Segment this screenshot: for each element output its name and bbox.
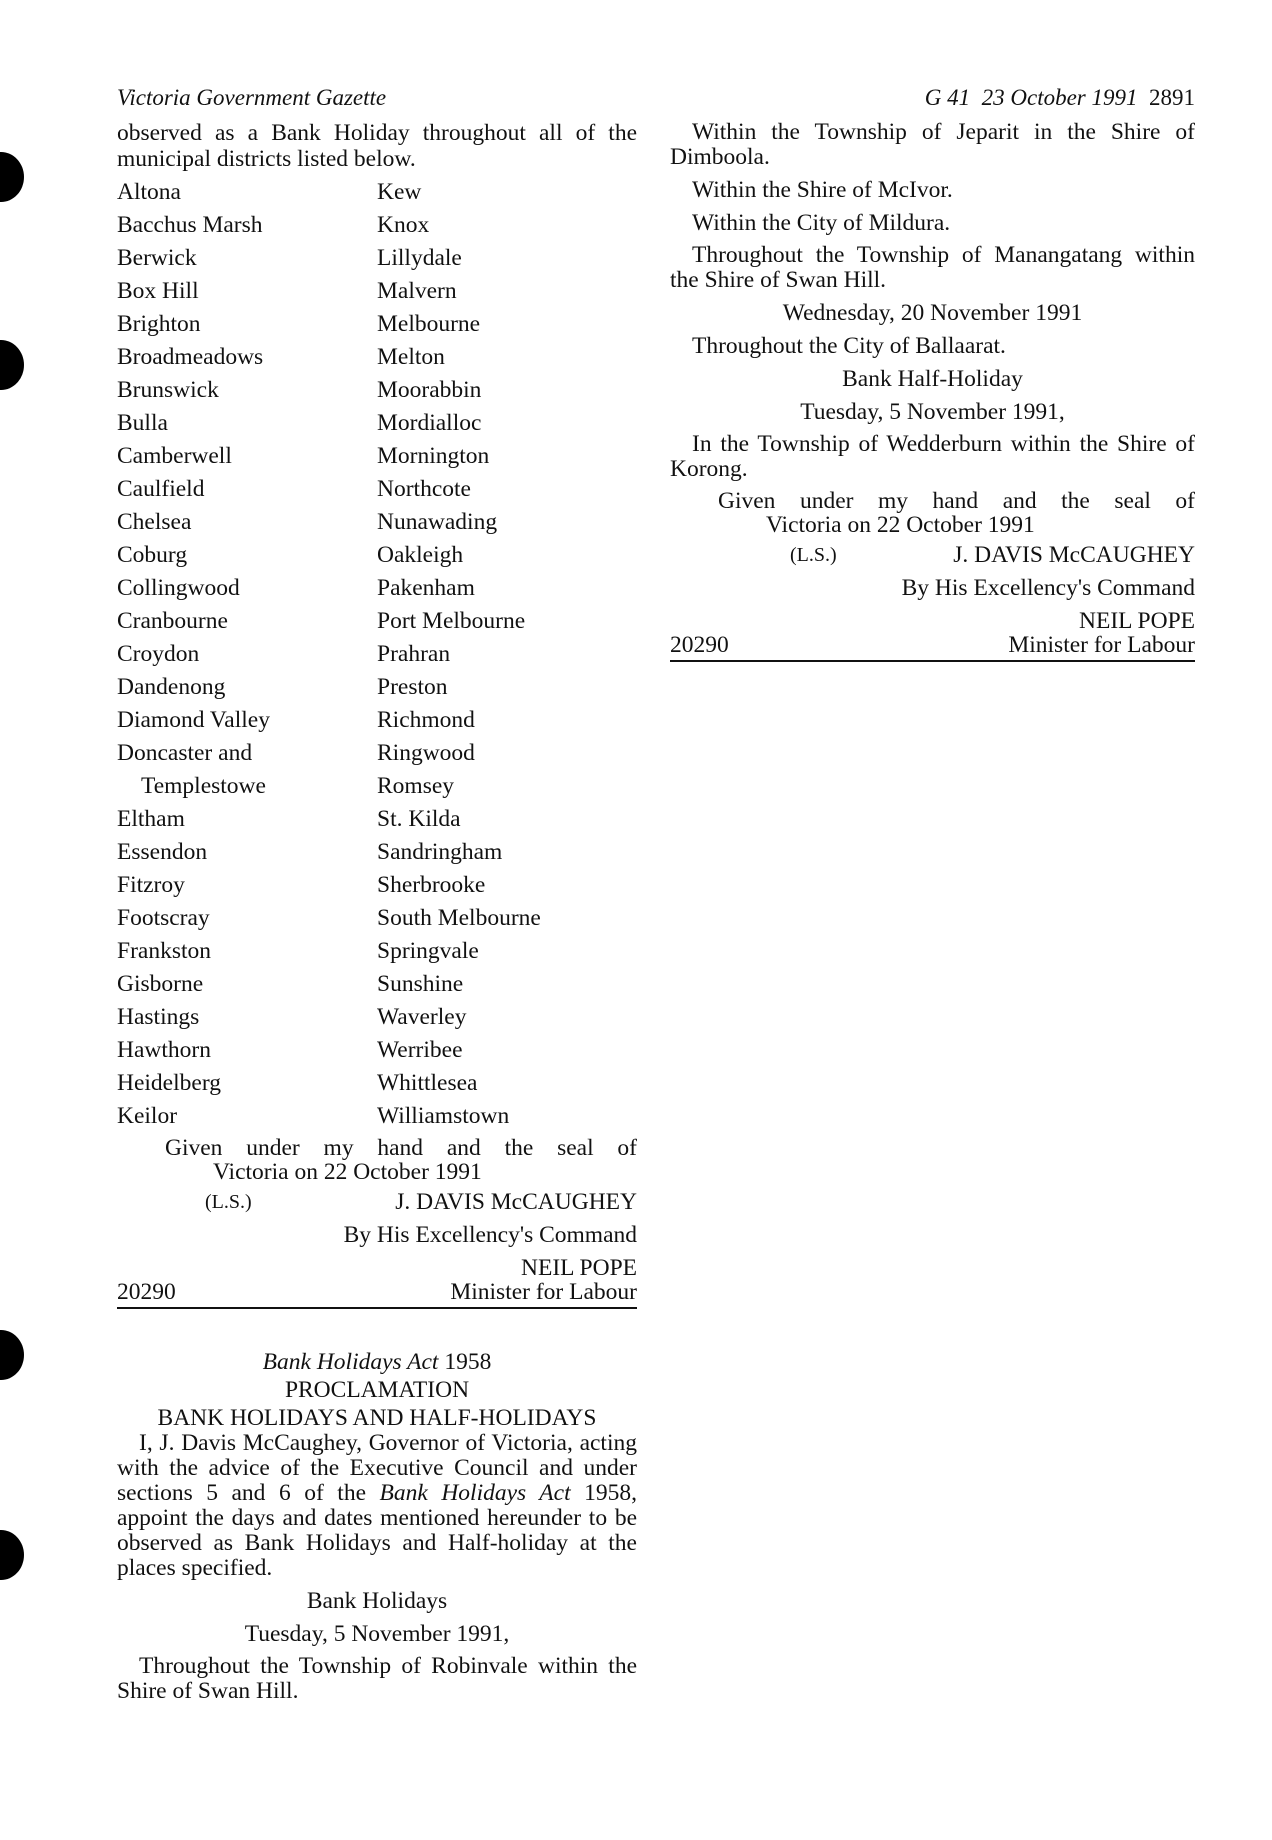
municipality-item: Richmond bbox=[377, 707, 475, 733]
municipality-item: Gisborne bbox=[117, 971, 204, 997]
municipality-item: Port Melbourne bbox=[377, 608, 526, 634]
holiday-place: Throughout the Township of Manangatang within the Shire of Swan Hill. bbox=[670, 242, 1195, 293]
municipality-item: Melton bbox=[377, 344, 445, 370]
proclamation-subheading: BANK HOLIDAYS AND HALF-HOLIDAYS bbox=[157, 1405, 597, 1431]
governor-name: J. DAVIS McCAUGHEY bbox=[395, 1189, 637, 1215]
municipality-item: Diamond Valley bbox=[117, 707, 270, 733]
command-line: By His Excellency's Command bbox=[901, 575, 1195, 601]
act-name: Bank Holidays Act bbox=[262, 1349, 439, 1375]
municipality-item: Bacchus Marsh bbox=[117, 212, 263, 238]
proclamation bbox=[117, 1349, 637, 1704]
municipality-item: Malvern bbox=[377, 278, 457, 304]
municipality-item: Nunawading bbox=[377, 509, 498, 535]
municipality-item: Altona bbox=[117, 179, 181, 205]
municipality-list bbox=[117, 179, 637, 1129]
holiday-place: Within the City of Mildura. bbox=[692, 210, 951, 236]
municipality-item: Oakleigh bbox=[377, 542, 464, 568]
municipality-item: Coburg bbox=[117, 542, 188, 568]
municipality-item: Prahran bbox=[377, 641, 451, 667]
proclamation-heading: PROCLAMATION bbox=[284, 1377, 470, 1403]
governor-name: J. DAVIS McCAUGHEY bbox=[953, 542, 1195, 568]
body-text: I, J. Davis McCaughey, Governor of Victoria, acting with the advice of the Executive Council and under sections 5 and 6 of the bbox=[117, 1430, 637, 1506]
seal-mark: (L.S.) bbox=[205, 1191, 252, 1213]
municipality-item: Williamstown bbox=[377, 1103, 510, 1129]
municipality-item: Mornington bbox=[377, 443, 490, 469]
municipality-item: Hawthorn bbox=[117, 1037, 211, 1063]
given-line-2: Victoria on 22 October 1991 bbox=[213, 1159, 482, 1185]
minister-name: NEIL POPE bbox=[521, 1255, 637, 1281]
holiday-date: Wednesday, 20 November 1991 bbox=[782, 300, 1083, 326]
notice-number: 20290 bbox=[117, 1279, 176, 1305]
minister-name: NEIL POPE bbox=[1079, 608, 1195, 634]
municipality-item: Bulla bbox=[117, 410, 168, 436]
given-under-hand bbox=[670, 489, 1195, 537]
municipality-item: Croydon bbox=[117, 641, 200, 667]
right-column bbox=[670, 120, 1195, 662]
signature-block bbox=[117, 1136, 637, 1309]
punch-hole bbox=[0, 152, 24, 202]
signature-block bbox=[670, 489, 1195, 662]
municipality-item: Dandenong bbox=[117, 674, 226, 700]
punch-hole bbox=[0, 340, 24, 390]
half-holiday-place: In the Township of Wedderburn within the Shire of Korong. bbox=[670, 431, 1195, 482]
municipality-item: Knox bbox=[377, 212, 430, 238]
municipality-item: Kew bbox=[377, 179, 422, 205]
municipality-item: Sandringham bbox=[377, 839, 503, 865]
municipality-item: Caulfield bbox=[117, 476, 205, 502]
bank-holidays-heading: Bank Holidays bbox=[306, 1588, 448, 1614]
municipality-item: Keilor bbox=[117, 1103, 178, 1129]
given-under-hand bbox=[117, 1136, 637, 1184]
issue-number: G 41 bbox=[924, 85, 971, 110]
municipality-item: Werribee bbox=[377, 1037, 463, 1063]
issue-date: 23 October 1991 bbox=[981, 85, 1138, 110]
minister-title: Minister for Labour bbox=[1008, 632, 1195, 658]
municipality-item: Box Hill bbox=[117, 278, 199, 304]
municipality-item: Preston bbox=[377, 674, 448, 700]
municipality-item: Cranbourne bbox=[117, 608, 228, 634]
municipality-item: Waverley bbox=[377, 1004, 467, 1030]
intro-paragraph: observed as a Bank Holiday throughout all of the municipal districts listed below. bbox=[117, 120, 637, 172]
municipality-item: Brighton bbox=[117, 311, 201, 337]
municipality-item: Melbourne bbox=[377, 311, 481, 337]
municipality-item: Northcote bbox=[377, 476, 471, 502]
municipality-item: Essendon bbox=[117, 839, 208, 865]
given-line-1: Given under my hand and the seal of bbox=[718, 488, 1195, 514]
body-text: 1958, appoint the days and dates mentioned hereunder to be observed as Bank Holidays and Half-holiday at the places specified. bbox=[117, 1480, 638, 1581]
holiday-date: Tuesday, 5 November 1991, bbox=[244, 1621, 510, 1647]
holiday-place: Within the Township of Jeparit in the Shire of Dimboola. bbox=[670, 119, 1195, 170]
seal-mark: (L.S.) bbox=[790, 544, 837, 566]
municipality-item: Collingwood bbox=[117, 575, 240, 601]
command-line: By His Excellency's Command bbox=[343, 1222, 637, 1248]
municipality-item: Frankston bbox=[117, 938, 211, 964]
municipality-item: Camberwell bbox=[117, 443, 232, 469]
municipality-item: Templestowe bbox=[141, 773, 266, 799]
body-act-name: Bank Holidays Act bbox=[379, 1480, 571, 1506]
left-column bbox=[117, 120, 637, 1711]
municipality-item: Fitzroy bbox=[117, 872, 185, 898]
half-holiday-heading: Bank Half-Holiday bbox=[842, 366, 1023, 392]
notice-number: 20290 bbox=[670, 632, 729, 658]
municipality-item: Pakenham bbox=[377, 575, 475, 601]
act-year: 1958 bbox=[444, 1349, 492, 1375]
half-holiday-date: Tuesday, 5 November 1991, bbox=[800, 399, 1065, 425]
divider bbox=[670, 660, 1195, 662]
proclamation-body bbox=[117, 1431, 637, 1581]
municipality-item: Eltham bbox=[117, 806, 185, 832]
municipality-item: Whittlesea bbox=[377, 1070, 478, 1096]
holiday-place: Throughout the City of Ballaarat. bbox=[692, 333, 1006, 359]
municipality-item: Sunshine bbox=[377, 971, 464, 997]
punch-hole bbox=[0, 1530, 24, 1580]
municipality-item: Doncaster and bbox=[117, 740, 253, 766]
municipality-item: Sherbrooke bbox=[377, 872, 486, 898]
minister-title: Minister for Labour bbox=[450, 1279, 637, 1305]
municipality-item: Berwick bbox=[117, 245, 197, 271]
act-title bbox=[117, 1349, 637, 1375]
holiday-place: Within the Shire of McIvor. bbox=[692, 177, 953, 203]
page-number: 2891 bbox=[1149, 85, 1195, 110]
given-line-1: Given under my hand and the seal of bbox=[165, 1135, 637, 1161]
municipality-item: South Melbourne bbox=[377, 905, 541, 931]
municipality-item: Hastings bbox=[117, 1004, 200, 1030]
municipality-item: Footscray bbox=[117, 905, 210, 931]
municipality-item: Ringwood bbox=[377, 740, 475, 766]
municipality-item: Romsey bbox=[377, 773, 455, 799]
municipality-item: Mordialloc bbox=[377, 410, 482, 436]
municipality-item: Brunswick bbox=[117, 377, 219, 403]
given-line-2: Victoria on 22 October 1991 bbox=[766, 512, 1035, 538]
punch-hole bbox=[0, 1330, 24, 1380]
holiday-place: Throughout the Township of Robinvale within the Shire of Swan Hill. bbox=[117, 1653, 637, 1704]
municipality-item: Chelsea bbox=[117, 509, 192, 535]
municipality-item: Heidelberg bbox=[117, 1070, 221, 1096]
municipality-item: Moorabbin bbox=[377, 377, 482, 403]
municipality-item: St. Kilda bbox=[377, 806, 461, 832]
publication-title: Victoria Government Gazette bbox=[117, 85, 387, 110]
issue-header bbox=[925, 85, 1195, 111]
municipality-item: Springvale bbox=[377, 938, 479, 964]
municipality-item: Broadmeadows bbox=[117, 344, 264, 370]
municipality-item: Lillydale bbox=[377, 245, 462, 271]
